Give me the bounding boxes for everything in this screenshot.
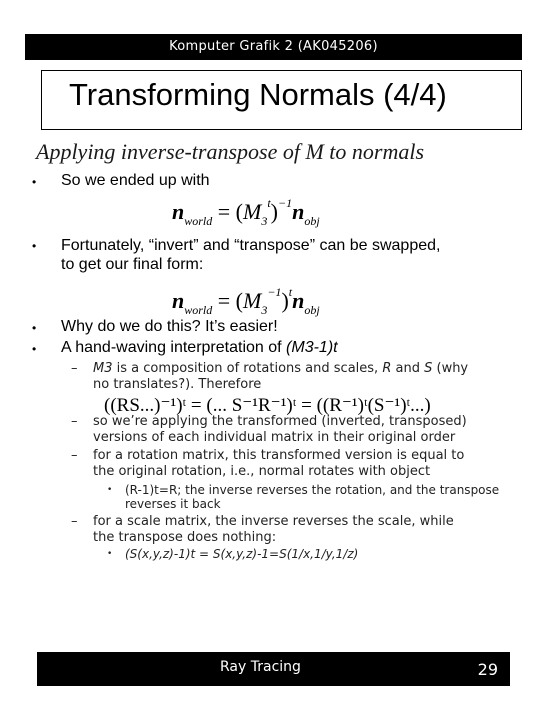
bullet-why: Why do we do this? It’s easier! xyxy=(61,318,278,335)
course-title: Komputer Grafik 2 (AK045206) xyxy=(169,39,378,54)
course-header-bar xyxy=(25,34,522,60)
page-number: 29 xyxy=(477,660,498,679)
eq1-n-obj: n xyxy=(292,199,305,224)
subitem-scale: – for a scale matrix, the inverse reverses the scale, while the transpose does nothing: xyxy=(71,514,454,545)
subsubitem-rotation-note: • (R-1)t=R; the inverse reverses the rotation, and the transpose reverses it back xyxy=(107,483,500,511)
bullet-swap: Fortunately, “invert” and “transpose” can be swapped, to get our final form: xyxy=(61,237,441,273)
bullet-ended-up: So we ended up with xyxy=(61,172,210,189)
subitem-rotation: – for a rotation matrix, this transformed version is equal to the original rotation, i.e., normal rotates with object xyxy=(71,448,465,479)
footer-bar xyxy=(37,652,510,686)
bullet-dot: • xyxy=(32,239,37,253)
bullet-dot: • xyxy=(32,175,37,189)
bullet-interpretation: A hand-waving interpretation of (M3-1)t xyxy=(61,339,338,356)
eq2-n-world: n xyxy=(172,288,185,313)
equation-transpose-of-inverse: $n_{world} = (M_3^{-1})^tn_{obj}$ xyxy=(172,285,320,317)
bullet-dot: • xyxy=(32,342,37,356)
subsubitem-scale-note: • (S(x,y,z)-1)t = S(x,y,z)-1=S(1/x,1/y,1/z) xyxy=(107,547,359,561)
eq1-n-world: n xyxy=(172,199,185,224)
equation-composition-expansion: ((RS...)⁻¹)ᵗ = (... S⁻¹R⁻¹)ᵗ = ((R⁻¹)ᵗ(S⁻¹)ᵗ...) xyxy=(104,395,431,416)
slide-subtitle: Applying inverse-transpose of M to normals xyxy=(36,139,425,164)
bullet-dot: • xyxy=(32,321,37,335)
footer-label: Ray Tracing xyxy=(220,659,301,675)
equation-inverse-of-transpose: $n_{world} = (M_3^t)^{-1}n_{obj}$ xyxy=(172,196,320,228)
subitem-applying: – so we’re applying the transformed (inverted, transposed) versions of each individual matrix in their original order xyxy=(71,414,467,445)
slide-title: Transforming Normals (4/4) xyxy=(69,77,447,112)
eq2-n-obj: n xyxy=(292,288,305,313)
slide-title-box xyxy=(41,70,522,130)
subitem-composition: – M3 is a composition of rotations and scales, R and S (why no translates?). Therefore xyxy=(71,361,469,392)
